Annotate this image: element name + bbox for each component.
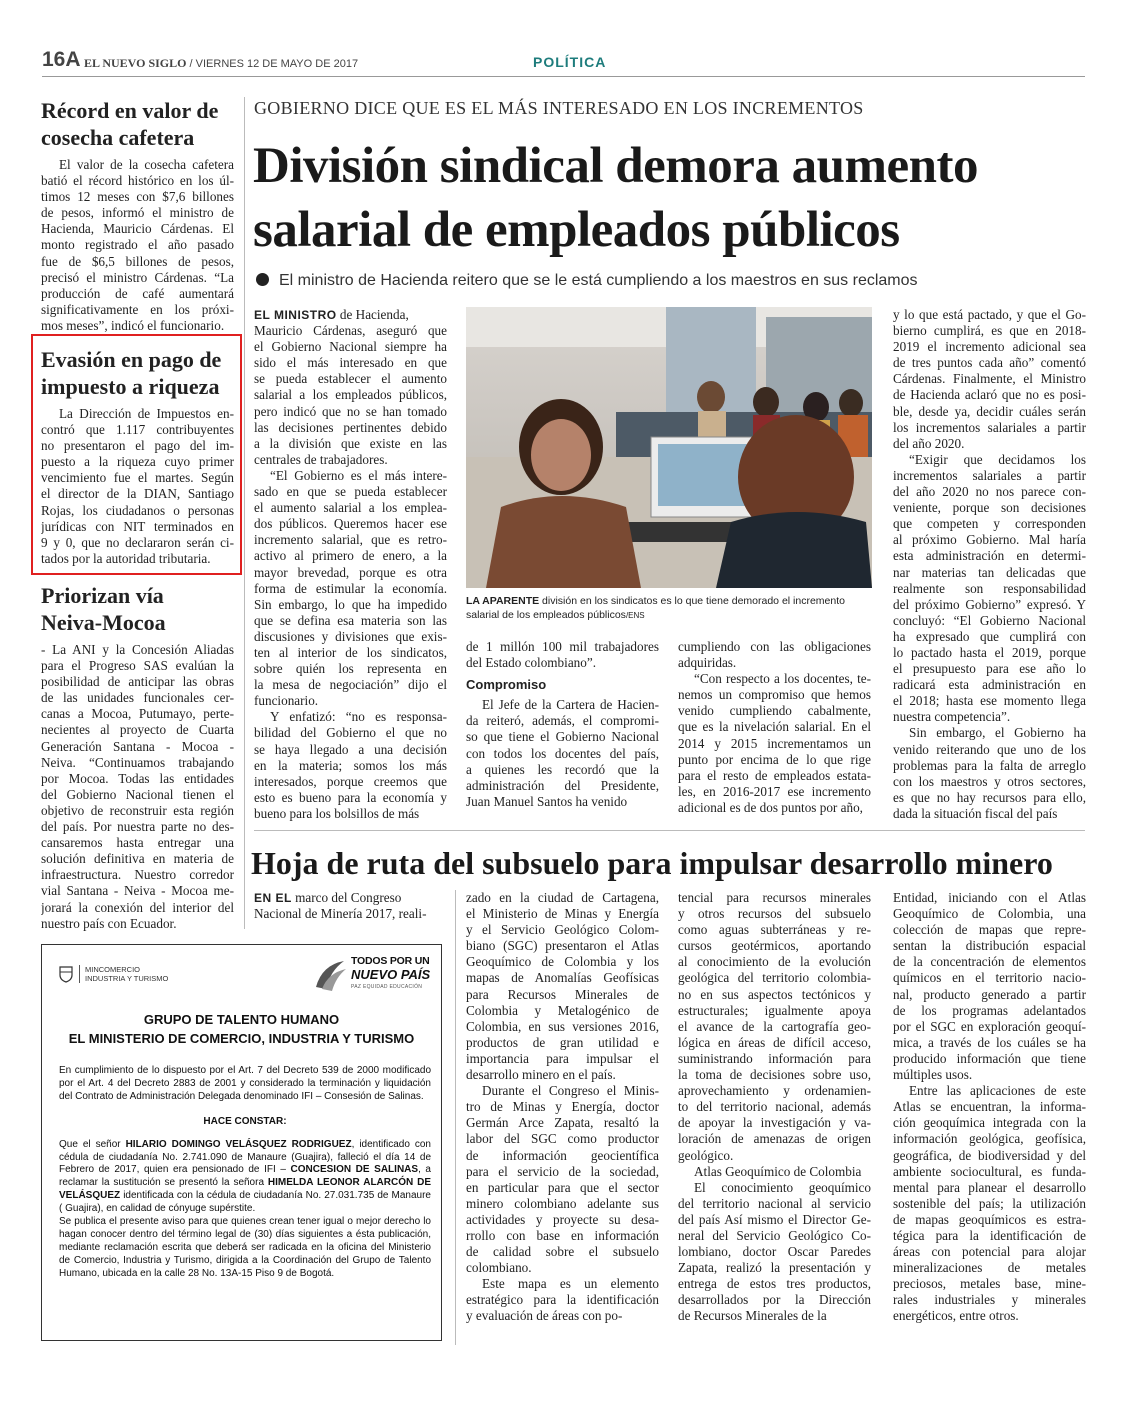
text-line: concluyó: “El Gobierno Nacional bbox=[893, 612, 1086, 628]
notice-name: HIMELDA LEONOR ALARCÓN DE VELÁSQUEZ bbox=[59, 1177, 431, 1202]
text-line: el Ministerio de Minas y Energía bbox=[466, 906, 659, 922]
header-rule bbox=[42, 76, 1085, 77]
lead-in: EN EL bbox=[254, 891, 292, 905]
text-line: ción geoquímica integrada con la bbox=[893, 1115, 1086, 1131]
mincomercio-logo bbox=[58, 965, 168, 983]
text-line: necientes al proyecto de Cuarta bbox=[41, 722, 234, 738]
text-line: esta administración en determi- bbox=[893, 548, 1086, 564]
text-line: el presupuesto para ese año lo bbox=[893, 661, 1086, 677]
notice-title: GRUPO DE TALENTO HUMANO bbox=[143, 1012, 340, 1027]
text-line: no en sus aspectos tectónicos y bbox=[678, 986, 871, 1002]
column-text bbox=[893, 307, 1086, 822]
text-line: por el SGC en exploración geoquí- bbox=[893, 1018, 1086, 1034]
text-line: funcionario. bbox=[254, 693, 319, 709]
text-line: pero indicó que no se han tomado bbox=[254, 403, 447, 419]
notice-paragraph: En cumplimiento de lo dispuesto por el Art. 7 del Decreto 539 de 2000 modificado por el Art. 4 del Decreto 2883 de 2001 y considerado la terminación y liquidación del Contrato de Administración Delegada denominado IFI – Consesión de Salinas. bbox=[59, 1065, 431, 1102]
text-line: Germán Arce Zapata, resaltó la bbox=[466, 1115, 659, 1131]
text-line: Sin embargo, lo que ha impedido bbox=[254, 596, 447, 612]
brief-title bbox=[41, 97, 234, 151]
text-line: tégica para la identificación de bbox=[893, 1227, 1086, 1243]
text-line: al próximo Gobierno. Mal haría bbox=[893, 532, 1086, 548]
swoosh-icon bbox=[312, 957, 348, 993]
column-text bbox=[466, 639, 659, 671]
text-line: activo al primero de enero, a la bbox=[254, 548, 447, 564]
main-col-2 bbox=[466, 639, 659, 810]
text-line: de la concentración de elementos bbox=[893, 954, 1086, 970]
text-line: nuestro país con Ecuador. bbox=[41, 915, 177, 931]
text-line: lombiano, doctor Oscar Paredes bbox=[678, 1244, 871, 1260]
text-line: el Gobierno Nacional siempre ha bbox=[254, 339, 447, 355]
text-line: lo pactado hasta el 2019, porque bbox=[893, 644, 1086, 660]
text-line: ha expresado que cumplirá con bbox=[893, 628, 1086, 644]
text-line: venido reiterando que uno de los bbox=[893, 741, 1086, 757]
brief-body bbox=[41, 157, 234, 334]
text-line: con los maestros y otros sectores, bbox=[893, 773, 1086, 789]
text-line: del Gobierno Nacional tienen el bbox=[41, 786, 234, 802]
text-line: la mesa de negociación” dijo el bbox=[254, 677, 447, 693]
text-line: 9 y 0, que no declararon serán ci- bbox=[41, 534, 234, 550]
text-line: producido información que tiene bbox=[893, 1050, 1086, 1066]
text-line: bueno para los bolsillos de más bbox=[254, 805, 420, 821]
text-line: discusiones y divisiones que exis- bbox=[254, 628, 447, 644]
column-divider bbox=[244, 97, 245, 929]
text-line: interesados, porque creemos que bbox=[254, 773, 447, 789]
text-line: de calidad sobre el subsuelo bbox=[466, 1244, 659, 1260]
column-divider bbox=[455, 890, 456, 1345]
caption-text: división en los sindicatos es lo que tiene demorado el incremento salarial de los empleados públicos bbox=[466, 595, 845, 621]
text-line: productos de gran utilidad e bbox=[466, 1034, 659, 1050]
text-line: rrollo con base en información bbox=[466, 1227, 659, 1243]
text-line: estructurales; igualmente apoya bbox=[678, 1002, 871, 1018]
text-line: les, en 2016-2017 ese incremento bbox=[678, 783, 871, 799]
column-text bbox=[466, 697, 659, 810]
text-line: se pueda establecer el aumento bbox=[254, 371, 447, 387]
text-line: dada la situación fiscal del país bbox=[893, 805, 1058, 821]
text-line: salarial a los empleados públicos, bbox=[254, 387, 447, 403]
text-line: de pesos, informó el ministro de bbox=[41, 205, 234, 221]
text-line: da reiteró, además, el compromi- bbox=[466, 713, 659, 729]
text-line: sado en que se pueda establecer bbox=[254, 484, 447, 500]
text-line: para el Progreso SAS evalúan la bbox=[41, 658, 234, 674]
text-line: punto por encima de lo que rige bbox=[678, 751, 871, 767]
text-line: Colombia, en sus versiones 2016, bbox=[466, 1018, 659, 1034]
text-line: ble, desde ya, decidir cuáles serán bbox=[893, 403, 1086, 419]
column-text bbox=[466, 890, 659, 1325]
text-line: adquiridas. bbox=[678, 655, 737, 671]
text-line: Y enfatizó: “no es responsa- bbox=[270, 709, 447, 725]
text-line: con todos los docentes del país, bbox=[466, 745, 659, 761]
text-line: el director de la DIAN, Santiago bbox=[41, 486, 234, 502]
brief-title-line: Priorizan vía bbox=[41, 583, 164, 608]
headline-line: División sindical demora aumento bbox=[253, 138, 978, 194]
text-line: colección de mapas que repre- bbox=[893, 922, 1086, 938]
text-line: so que tiene el Gobierno Nacional bbox=[466, 729, 659, 745]
photo-credit: /ENS bbox=[625, 611, 645, 620]
text-line: del territorio nacional al servicio bbox=[678, 1195, 871, 1211]
text-line: fue de $6,5 billones de pesos, bbox=[41, 253, 234, 269]
text-line bbox=[254, 307, 447, 323]
text-line: sostenible del país; la utilización bbox=[893, 1195, 1086, 1211]
brief-title bbox=[41, 582, 234, 636]
text-line: tados por la autoridad tributaria. bbox=[41, 550, 211, 566]
notice-text: Que el señor bbox=[59, 1138, 126, 1150]
text-line: batió el récord histórico en los úl- bbox=[41, 173, 234, 189]
text-line: entrega de estos tres productos, bbox=[678, 1276, 871, 1292]
text-line: aprovechamiento y ordenamien- bbox=[678, 1083, 871, 1099]
bullet-icon bbox=[256, 273, 269, 286]
brief-title bbox=[41, 346, 234, 400]
main-col-1 bbox=[254, 307, 447, 822]
text-line: para el resto de empleados estata- bbox=[678, 767, 871, 783]
notice-text: , identificado con cédula de ciudadanía No. 2.741.090 de Manaure (Guajira), falleció el día 14 de Febrero de 2017, quien era pensionado de IFI – bbox=[59, 1138, 431, 1176]
text-line: El valor de la cosecha cafetera bbox=[59, 157, 234, 172]
subheading: Compromiso bbox=[466, 677, 547, 693]
text-line: Sin embargo, el Gobierno ha bbox=[909, 725, 1086, 741]
text-line: las decisiones pertinentes debido bbox=[254, 419, 447, 435]
text-line: jorará la conexión del interior del bbox=[41, 899, 234, 915]
text-line: mos meses”, indicó el funcionario. bbox=[41, 317, 225, 333]
page-number: 16A bbox=[42, 48, 81, 71]
text-line: Rojas, los ciudadanos o personas bbox=[41, 502, 234, 518]
text-line: jurídicas con NIT terminados en bbox=[41, 518, 234, 534]
logo-text: MINCOMERCIO bbox=[85, 965, 140, 974]
photo-caption bbox=[466, 594, 871, 623]
text-line: esto es bueno para la economía y bbox=[254, 789, 447, 805]
brief-title-line: cosecha cafetera bbox=[41, 125, 195, 150]
notice-paragraph: Se publica el presente aviso para que quienes crean tener igual o mejor derecho lo hagan conocer dentro del término legal de (30) días siguientes a ésta publicación, mediante reclamación escrita que deberá ser radicada en la oficina del Ministerio de Comercio, Industria y Turismo, dirigida a la Coordinación del Grupo de Talento Humano, ubicada en la calle 28 No. 13A-15 Piso 9 de Bogotá. bbox=[59, 1216, 431, 1279]
text-line: por Mocoa. Todas las entidades bbox=[41, 770, 234, 786]
text-line: y el Servicio Geológico Colom- bbox=[466, 922, 659, 938]
logo-text: INDUSTRIA Y TURISMO bbox=[85, 974, 169, 983]
text-line: energéticos, entre otros. bbox=[893, 1308, 1019, 1324]
text-line: de apoyar la investigación y va- bbox=[678, 1115, 871, 1131]
text-line: Este mapa es un elemento bbox=[482, 1276, 659, 1292]
text-line: importancia para impulsar el bbox=[466, 1050, 659, 1066]
text-line: nal, producto generado a partir bbox=[893, 986, 1086, 1002]
article-photo bbox=[466, 307, 872, 588]
text-line: 2014 y 2015 incrementamos un bbox=[678, 735, 871, 751]
text-line: que es la nivelación salarial. En el bbox=[678, 719, 871, 735]
text-line: cumpliendo con las obligaciones bbox=[678, 639, 871, 654]
text-line: múltiples usos. bbox=[893, 1067, 973, 1083]
caption-lead: LA APARENTE bbox=[466, 595, 540, 607]
text-line: puesto a la riqueza cuyo primer bbox=[41, 454, 234, 470]
mining-col-1 bbox=[254, 890, 447, 922]
text-line: posibilidad de anticipar las obras bbox=[41, 674, 234, 690]
deck-text: El ministro de Hacienda reitero que se le está cumpliendo a los maestros en sus reclamos bbox=[279, 272, 918, 289]
issue-date: / VIERNES 12 DE MAYO DE 2017 bbox=[189, 58, 359, 70]
text-line: radicará esta administración en bbox=[893, 677, 1086, 693]
text-line: tro de Minas y Energía, doctor bbox=[466, 1099, 659, 1115]
legal-notice bbox=[41, 944, 442, 1341]
text-line: al conocimiento de la evolución bbox=[678, 954, 871, 970]
text-line: ambiente sociocultural, es funda- bbox=[893, 1163, 1086, 1179]
paper-name-date bbox=[84, 56, 358, 71]
kicker: GOBIERNO DICE QUE ES EL MÁS INTERESADO EN LOS INCREMENTOS bbox=[254, 98, 864, 118]
text-line: de los programas adelantados bbox=[893, 1002, 1086, 1018]
text-line: Neiva. “Continuamos trabajando bbox=[41, 754, 234, 770]
logo-text: PAZ EQUIDAD EDUCACIÓN bbox=[351, 984, 423, 990]
text-line: venido cumpliendo cabalmente, bbox=[678, 703, 871, 719]
text-line: 2019 el incremento adicional sea bbox=[893, 339, 1086, 355]
text-line: Nacional de Minería 2017, reali- bbox=[254, 906, 427, 922]
text-line: del país. Por nuestra parte no des- bbox=[41, 819, 234, 835]
text-line: nemos un compromiso que hemos bbox=[678, 687, 871, 703]
text-line: problemas para la falta de arreglo bbox=[893, 757, 1086, 773]
text-line: suministrando información para bbox=[678, 1050, 871, 1066]
text-line: veniente, porque son decisiones bbox=[893, 500, 1086, 516]
text-line: mayor brevedad, porque es otra bbox=[254, 564, 447, 580]
text-line: para Recursos Minerales de bbox=[466, 986, 659, 1002]
text-line: geológica del territorio colombia- bbox=[678, 970, 871, 986]
column-text bbox=[678, 639, 871, 816]
text-line: información geológica, geofísica, bbox=[893, 1131, 1086, 1147]
text-line: mental para planear el desarrollo bbox=[893, 1179, 1086, 1195]
text-line: geográfica, de biodiversidad y del bbox=[893, 1147, 1086, 1163]
text-line: incrementos salariales a partir bbox=[893, 467, 1086, 483]
text-line: no presentaron el pago del im- bbox=[41, 438, 234, 454]
text-line: se haya llegado a una decisión bbox=[254, 741, 447, 757]
column-text bbox=[678, 890, 871, 1325]
brief-title-line: impuesto a riqueza bbox=[41, 374, 220, 399]
text-line: desarrollados por la Dirección bbox=[678, 1292, 871, 1308]
text-line: solución definitiva en materia de bbox=[41, 851, 234, 867]
text-line: áreas con potencial para alojar bbox=[893, 1244, 1086, 1260]
text-line bbox=[254, 890, 447, 906]
text-line: mapas de Anomalías Geofísicas bbox=[466, 970, 659, 986]
text-line: zado en la ciudad de Cartagena, bbox=[466, 890, 659, 905]
text-line: en particular para que el sector bbox=[466, 1179, 659, 1195]
text-line: El Jefe de la Cartera de Hacien- bbox=[482, 697, 659, 713]
text-line: el avance de la cartografía geo- bbox=[678, 1018, 871, 1034]
text-line: de Recursos Minerales de la bbox=[678, 1308, 827, 1324]
brief-body bbox=[41, 642, 234, 932]
text-line: loración de amenazas de origen bbox=[678, 1131, 871, 1147]
text-line: del año 2020. bbox=[893, 435, 965, 451]
text-line: ten al interior de los sindicatos, bbox=[254, 644, 447, 660]
text-line: tencial para recursos minerales bbox=[678, 890, 871, 905]
text-line: significativamente en los próxi- bbox=[41, 301, 234, 317]
notice-body bbox=[59, 1065, 431, 1281]
text-line: objetivo de reconstruir esta región bbox=[41, 802, 234, 818]
text-line: de tres puntos cada año” comentó bbox=[893, 355, 1086, 371]
text-line: mica, a través de los cuáles se ha bbox=[893, 1034, 1086, 1050]
text-line: y evaluación de áreas con po- bbox=[466, 1308, 623, 1324]
text-line: biano (SGC) presentaron el Atlas bbox=[466, 938, 659, 954]
logo-text: NUEVO PAÍS bbox=[351, 967, 431, 982]
text-line: el 2018; hasta ese momento llega bbox=[893, 693, 1086, 709]
sidebar-brief-tax bbox=[41, 346, 234, 567]
text-line: Durante el Congreso el Minis- bbox=[482, 1083, 659, 1099]
text-line: preciosos, metales base, mine- bbox=[893, 1276, 1086, 1292]
text-line: monto registrado el año pasado bbox=[41, 237, 234, 253]
text-line: infraestructura. Nuestro corredor bbox=[41, 867, 234, 883]
text-line: Atlas se encuentran, la informa- bbox=[893, 1099, 1086, 1115]
column-text bbox=[254, 890, 447, 922]
text-line: nar materias tan delicadas que bbox=[893, 564, 1086, 580]
text-line: vial Santana - Neiva - Mocoa me- bbox=[41, 883, 234, 899]
text-line: Entre las aplicaciones de este bbox=[909, 1083, 1086, 1099]
text-line: forma de estimular la economía. bbox=[254, 580, 447, 596]
text-line: químicos en el territorio nacio- bbox=[893, 970, 1086, 986]
text-line: precisó el ministro Cárdenas. “La bbox=[41, 269, 234, 285]
text-line: a la división que existe en las bbox=[254, 435, 447, 451]
text-line: del año 2020 no nos parece con- bbox=[893, 484, 1086, 500]
notice-name: CONCESION DE SALINAS bbox=[290, 1164, 419, 1176]
text-fragment: de Hacienda, bbox=[336, 307, 409, 322]
notice-text: identificada con la cédula de ciudadanía No. 27.031.735 de Manaure ( Guajira), en calidad de cónyuge supérstite. bbox=[59, 1190, 431, 1215]
logo-text: TODOS POR UN bbox=[351, 955, 430, 967]
text-line: nuestra competencia”. bbox=[893, 709, 1011, 725]
sidebar-brief-coffee bbox=[41, 97, 234, 334]
text-line: del próximo Gobierno” expresó. Y bbox=[893, 596, 1086, 612]
text-line: de 1 millón 100 mil trabajadores bbox=[466, 639, 659, 654]
text-line: “Con respecto a los docentes, te- bbox=[694, 671, 871, 687]
headline-line: salarial de empleados públicos bbox=[253, 202, 900, 258]
text-line: sentan la distribución espacial bbox=[893, 938, 1086, 954]
text-line: to del territorio nacional, además bbox=[678, 1099, 871, 1115]
todos-por-un-nuevo-pais-logo bbox=[312, 955, 430, 994]
text-line: de mapas geoquímicos es estra- bbox=[893, 1211, 1086, 1227]
mining-col-2 bbox=[466, 890, 659, 1325]
text-line: dos públicos. Queremos hacer ese bbox=[254, 516, 447, 532]
text-line: Entidad, iniciando con el Atlas bbox=[893, 890, 1086, 905]
text-line: sobre quién los representa en bbox=[254, 661, 447, 677]
text-line: colombiano. bbox=[466, 1260, 532, 1276]
text-line: Cárdenas. Finalmente, el Ministro bbox=[893, 371, 1086, 387]
text-line: Geoquímico de Colombia y los bbox=[466, 954, 659, 970]
sidebar-brief-road bbox=[41, 582, 234, 932]
text-line: Geoquímico de Colombia, una bbox=[893, 906, 1086, 922]
text-line: incremento salarial, que es retro- bbox=[254, 532, 447, 548]
text-line: Generación Santana - Mocoa - bbox=[41, 738, 234, 754]
headline bbox=[253, 134, 1093, 262]
text-line: actividades y proyecte su desa- bbox=[466, 1211, 659, 1227]
text-line: cursos geotérmicos, aportando bbox=[678, 938, 871, 954]
text-line: desarrollo minero en el país. bbox=[466, 1067, 616, 1083]
text-line: realmente son responsabilidad bbox=[893, 580, 1086, 596]
deck bbox=[256, 272, 918, 290]
text-line: Colombia y Metalogénico de bbox=[466, 1002, 659, 1018]
notice-text: , a reclamar la sustitución se presentó la señora bbox=[59, 1164, 431, 1189]
text-line: bilidad del Gobierno el que no bbox=[254, 725, 447, 741]
text-line: adicional es de dos puntos por año, bbox=[678, 799, 863, 815]
text-line: canas a Mocoa, Putumayo, perte- bbox=[41, 706, 234, 722]
office-scene-image bbox=[466, 307, 872, 588]
lead-in: EL MINISTRO bbox=[254, 308, 337, 322]
text-line: la toma de decisiones sobre uso, bbox=[678, 1067, 871, 1083]
main-col-3 bbox=[678, 639, 871, 816]
text-line: geológico. bbox=[678, 1147, 734, 1163]
text-line: Mauricio Cárdenas, aseguró que bbox=[254, 323, 447, 339]
text-line: lógica en áreas de difícil acceso, bbox=[678, 1034, 871, 1050]
text-line: cansaremos hasta entregar una bbox=[41, 835, 234, 851]
notice-paragraph bbox=[59, 1139, 431, 1216]
text-line: es que no hay recursos para ello, bbox=[893, 789, 1086, 805]
text-line: los incrementos salariales a partir bbox=[893, 419, 1086, 435]
text-line: Hacienda, Mauricio Cárdenas. El bbox=[41, 221, 234, 237]
text-line: estratégico para la identificación bbox=[466, 1292, 659, 1308]
brief-title-line: Evasión en pago de bbox=[41, 347, 222, 372]
text-line: Zapata, realizó la presentación y bbox=[678, 1260, 871, 1276]
text-line: que se defina esa materia son las bbox=[254, 612, 447, 628]
column-text bbox=[893, 890, 1086, 1325]
text-line: de las unidades funcionales cer- bbox=[41, 690, 234, 706]
text-fragment: marco del Congreso bbox=[291, 890, 402, 905]
text-line: - La ANI y la Concesión Aliadas bbox=[41, 642, 234, 657]
article-divider bbox=[254, 830, 1085, 831]
column-text bbox=[254, 307, 447, 822]
text-line: La Dirección de Impuestos en- bbox=[59, 406, 234, 421]
text-line: mineralizaciones de metales bbox=[893, 1260, 1086, 1276]
text-line: para el servicio de la sociedad, bbox=[466, 1163, 659, 1179]
brief-title-line: Neiva-Mocoa bbox=[41, 610, 166, 635]
text-line: y lo que está pactado, y que el Go- bbox=[893, 307, 1086, 322]
text-line: que competen y corresponden bbox=[893, 516, 1086, 532]
text-line: sido el más interesado en que bbox=[254, 355, 447, 371]
notice-subtitle: EL MINISTERIO DE COMERCIO, INDUSTRIA Y TURISMO bbox=[68, 1031, 415, 1046]
text-line: timos 12 meses con $7,6 billones bbox=[41, 189, 234, 205]
text-line: en la materia; somos los más bbox=[254, 757, 447, 773]
text-line: centrales de trabajadores. bbox=[254, 451, 388, 467]
notice-name: HILARIO DOMINGO VELÁSQUEZ RODRIGUEZ bbox=[125, 1138, 352, 1150]
text-line: minero colombiano adelante sus bbox=[466, 1195, 659, 1211]
text-line: bierno cumplirá, es que en 2018- bbox=[893, 323, 1086, 339]
brief-title-line: Récord en valor de bbox=[41, 98, 219, 123]
text-line: de información geocientífica bbox=[466, 1147, 659, 1163]
section-label: POLÍTICA bbox=[533, 54, 607, 70]
brief-body bbox=[41, 406, 234, 567]
second-headline: Hoja de ruta del subsuelo para impulsar desarrollo minero bbox=[251, 845, 1053, 881]
text-line: “El Gobierno es el más intere- bbox=[270, 467, 447, 483]
text-line: Juan Manuel Santos ha venido bbox=[466, 793, 628, 809]
text-line: Atlas Geoquímico de Colombia bbox=[694, 1163, 862, 1179]
mining-col-3 bbox=[678, 890, 871, 1325]
text-line: de Hacienda aclaró que no es posi- bbox=[893, 387, 1086, 403]
text-line: administración del Presidente, bbox=[466, 777, 659, 793]
text-line: del país Así mismo el Director Ge- bbox=[678, 1211, 871, 1227]
text-line: rales industriales y minerales bbox=[893, 1292, 1086, 1308]
text-line: “Exigir que decidamos los bbox=[909, 451, 1086, 467]
paper-name: EL NUEVO SIGLO bbox=[84, 56, 187, 70]
text-line: y otros recursos del subsuelo bbox=[678, 906, 871, 922]
text-line: contró que 1.117 contribuyentes bbox=[41, 422, 234, 438]
text-line: como aguas subterráneas y re- bbox=[678, 922, 871, 938]
text-line: labor del SGC como productor bbox=[466, 1131, 659, 1147]
text-line: a quienes les recordó que la bbox=[466, 761, 659, 777]
text-line: el aumento salarial a los emplea- bbox=[254, 500, 447, 516]
notice-declares: HACE CONSTAR: bbox=[203, 1115, 287, 1127]
text-line: El conocimiento geoquímico bbox=[694, 1179, 871, 1195]
text-line: neral del Servicio Geológico Co- bbox=[678, 1227, 871, 1243]
main-col-4 bbox=[893, 307, 1086, 822]
text-line: producción de café aumentará bbox=[41, 285, 234, 301]
mining-col-4 bbox=[893, 890, 1086, 1325]
text-line: vencimiento fue el martes. Según bbox=[41, 470, 234, 486]
coat-of-arms-icon bbox=[58, 965, 74, 983]
text-line: del Estado colombiano”. bbox=[466, 655, 597, 671]
